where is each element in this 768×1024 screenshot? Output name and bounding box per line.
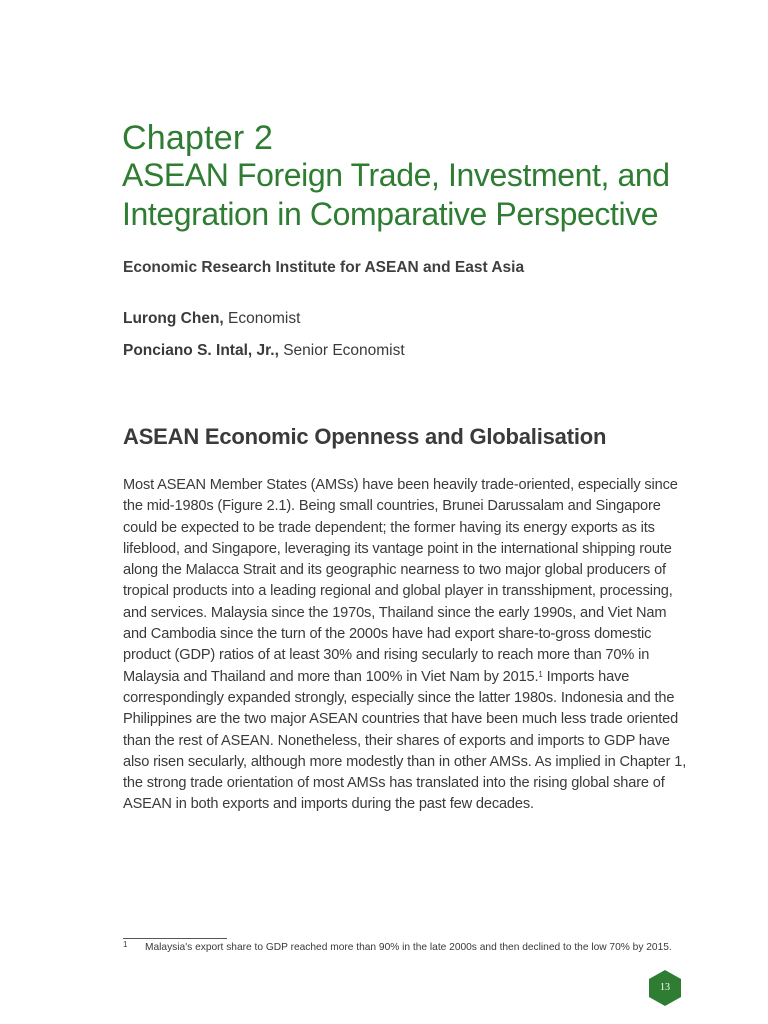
author-line <box>123 310 300 328</box>
chapter-title: ASEAN Foreign Trade, Investment, and Integration in Comparative Perspective <box>122 157 670 232</box>
section-heading: ASEAN Economic Openness and Globalisation <box>123 424 607 449</box>
author-role: Senior Economist <box>278 342 405 359</box>
author-name: Ponciano S. Intal, Jr., <box>123 342 279 359</box>
footnote-reference[interactable]: 1 <box>538 669 543 679</box>
author-role: Economist <box>223 310 301 327</box>
paragraph-text: Most ASEAN Member States (AMSs) have been heavily trade-oriented, especially since the mid-1980s (Figure 2.1). Being small countries, Brunei Darussalam and Singapore could be expected to be trade dependent; the former having its energy exports as its lifeblood, and Singapore, leveraging its vantage point in the international shipping route along the Malacca Strait and its geographic nearness to two major global producers of tropical products into a leading regional and global player in transshipment, processing, and services. Malaysia since the 1970s, Thailand since the early 1990s, and Viet Nam and Cambodia since the turn of the 2000s have had export share-to-gross domestic product (GDP) ratios of at least 30% and rising secularly to reach more than 70% in Malaysia and Thailand and more than 100% in Viet Nam by 2015. <box>123 477 678 685</box>
footnote-number: 1 <box>123 940 128 949</box>
body-paragraph <box>123 475 688 816</box>
author-name: Lurong Chen, <box>123 310 224 327</box>
author-line <box>123 342 405 360</box>
footnote-divider <box>123 938 227 939</box>
page-number: 13 <box>660 982 670 993</box>
page-number-badge <box>646 969 684 1007</box>
institute-name: Economic Research Institute for ASEAN and East Asia <box>123 259 525 276</box>
footnote <box>123 940 703 953</box>
chapter-label: Chapter 2 <box>122 119 274 157</box>
footnote-text: Malaysia's export share to GDP reached more than 90% in the late 2000s and then declined to the low 70% by 2015. <box>145 942 672 953</box>
paragraph-text: Imports have correspondingly expanded strongly, especially since the latter 1980s. Indonesia and the Philippines are the two major ASEAN countries that have been much less trade oriented than the rest of ASEAN. Nonetheless, their shares of exports and imports to GDP have also risen secularly, although more modestly than in other AMSs. As implied in Chapter 1, the strong trade orientation of most AMSs has translated into the rising global share of ASEAN in both exports and imports during the past few decades. <box>123 668 687 813</box>
